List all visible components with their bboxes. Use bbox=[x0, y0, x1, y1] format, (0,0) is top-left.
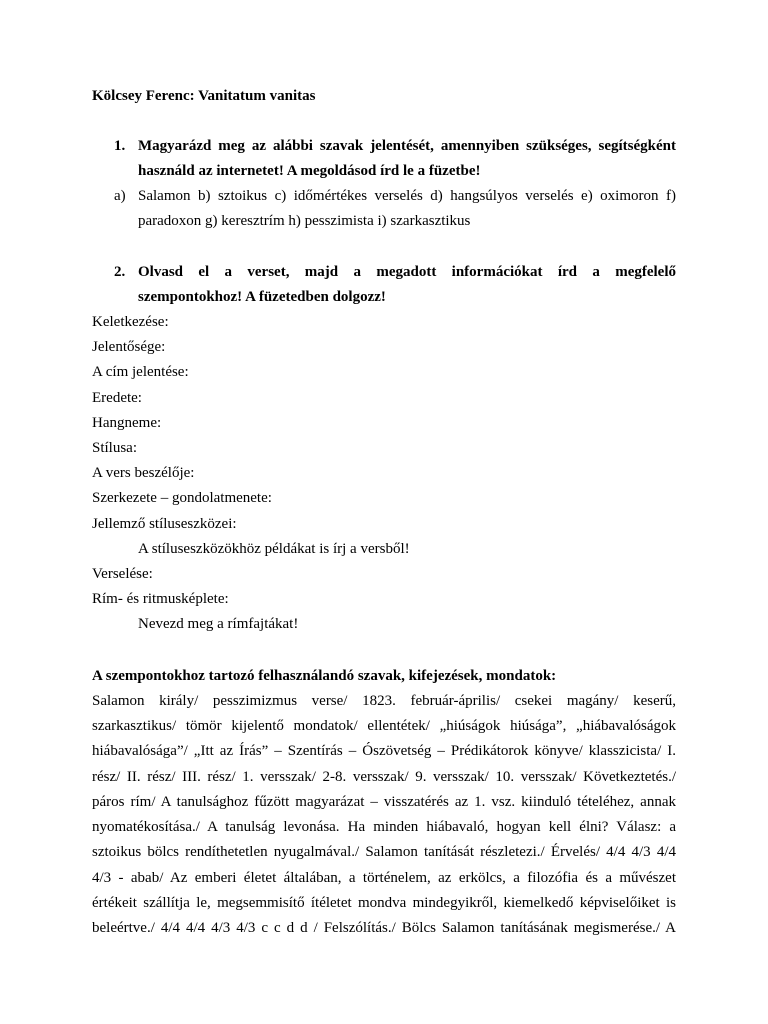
question-1-sub-text: Salamon b) sztoikus c) időmértékes verselés d) hangsúlyos verselés e) oximoron f) paradoxon g) keresztrím h) pesszimista i) szarkasztikus bbox=[138, 188, 676, 229]
field-label: Eredete: bbox=[92, 389, 142, 406]
question-2-line-2: szempontokhoz! A füzetedben dolgozz! bbox=[138, 289, 386, 305]
body-line: sztoikus bölcs rendíthetetlen nyugalmával./ Salamon tanítását részletezi./ Érvelés/ 4/4 4/3 4/4 bbox=[92, 844, 676, 861]
question-2-line-1: Olvasd el a verset, majd a megadott információkat írd a megfelelő bbox=[138, 264, 676, 280]
spacer bbox=[92, 108, 676, 134]
style-devices-note: A stíluseszközökhöz példákat is írj a versből! bbox=[138, 540, 410, 557]
body-line: nyomatékosítása./ A tanulság levonása. Ha minden hiábavaló, hogyan kell élni? Válasz: a bbox=[92, 819, 676, 836]
field-label: Rím- és ritmusképlete: bbox=[92, 591, 229, 608]
question-1-sub-label: a) bbox=[114, 188, 126, 204]
body-line: Salamon király/ pesszimizmus verse/ 1823. február-április/ csekei magány/ keserű, bbox=[92, 692, 676, 709]
field-label: Verselése: bbox=[92, 566, 153, 583]
spacer bbox=[92, 638, 676, 664]
field-label: Szerkezete – gondolatmenete: bbox=[92, 490, 272, 507]
question-1-sub-items bbox=[92, 184, 676, 234]
body-line: hiábavalósága”/ „Itt az Írás” – Szentírás – Ószövetség – Prédikátorok könyve/ klasszicista/ I. bbox=[92, 743, 676, 760]
question-2 bbox=[92, 260, 676, 310]
field-label: Jelentősége: bbox=[92, 339, 166, 356]
field-label: Keletkezése: bbox=[92, 314, 169, 330]
body-line: beleértve./ 4/4 4/4 4/3 4/3 c c d d / Felszólítás./ Bölcs Salamon tanításának megismerése./ A bbox=[92, 920, 676, 937]
rhyme-note: Nevezd meg a rímfajtákat! bbox=[138, 616, 299, 633]
document-page bbox=[92, 84, 676, 942]
spacer bbox=[92, 234, 676, 260]
question-1-number: 1. bbox=[114, 138, 126, 154]
section-title: A szempontokhoz tartozó felhasználandó szavak, kifejezések, mondatok: bbox=[92, 667, 557, 684]
question-2-number: 2. bbox=[114, 264, 126, 280]
body-line: szarkasztikus/ tömör kijelentő mondatok/ ellentétek/ „hiúságok hiúsága”, „hiábavalóságok bbox=[92, 717, 676, 734]
field-label: Stílusa: bbox=[92, 440, 138, 457]
document-title: Kölcsey Ferenc: Vanitatum vanitas bbox=[92, 88, 316, 104]
field-label: Hangneme: bbox=[92, 414, 162, 431]
body-line: rész/ II. rész/ III. rész/ 1. versszak/ 2-8. versszak/ 9. versszak/ 10. versszak/ Következtetés./ bbox=[92, 768, 676, 785]
field-label: A cím jelentése: bbox=[92, 364, 189, 381]
body-line: páros rím/ A tanulsághoz fűzött magyarázat – visszatérés az 1. vsz. kiinduló tételéhez, annak bbox=[92, 793, 676, 810]
body-line: értékeit szállítja le, megsemmisítő ítéletet mondva mindegyikről, kiemelkedő képviselőiket is bbox=[92, 895, 676, 912]
field-label: Jellemző stíluseszközei: bbox=[92, 515, 237, 532]
field-label: A vers beszélője: bbox=[92, 465, 195, 482]
question-1 bbox=[92, 134, 676, 184]
body-line: 4/3 - abab/ Az emberi életet általában, a történelem, az erkölcs, a filozófia és a művészet bbox=[92, 869, 676, 886]
question-1-text: Magyarázd meg az alábbi szavak jelentését, amennyiben szükséges, segítségként használd az internetet! A megoldásod írd le a füzetbe! bbox=[138, 138, 676, 179]
